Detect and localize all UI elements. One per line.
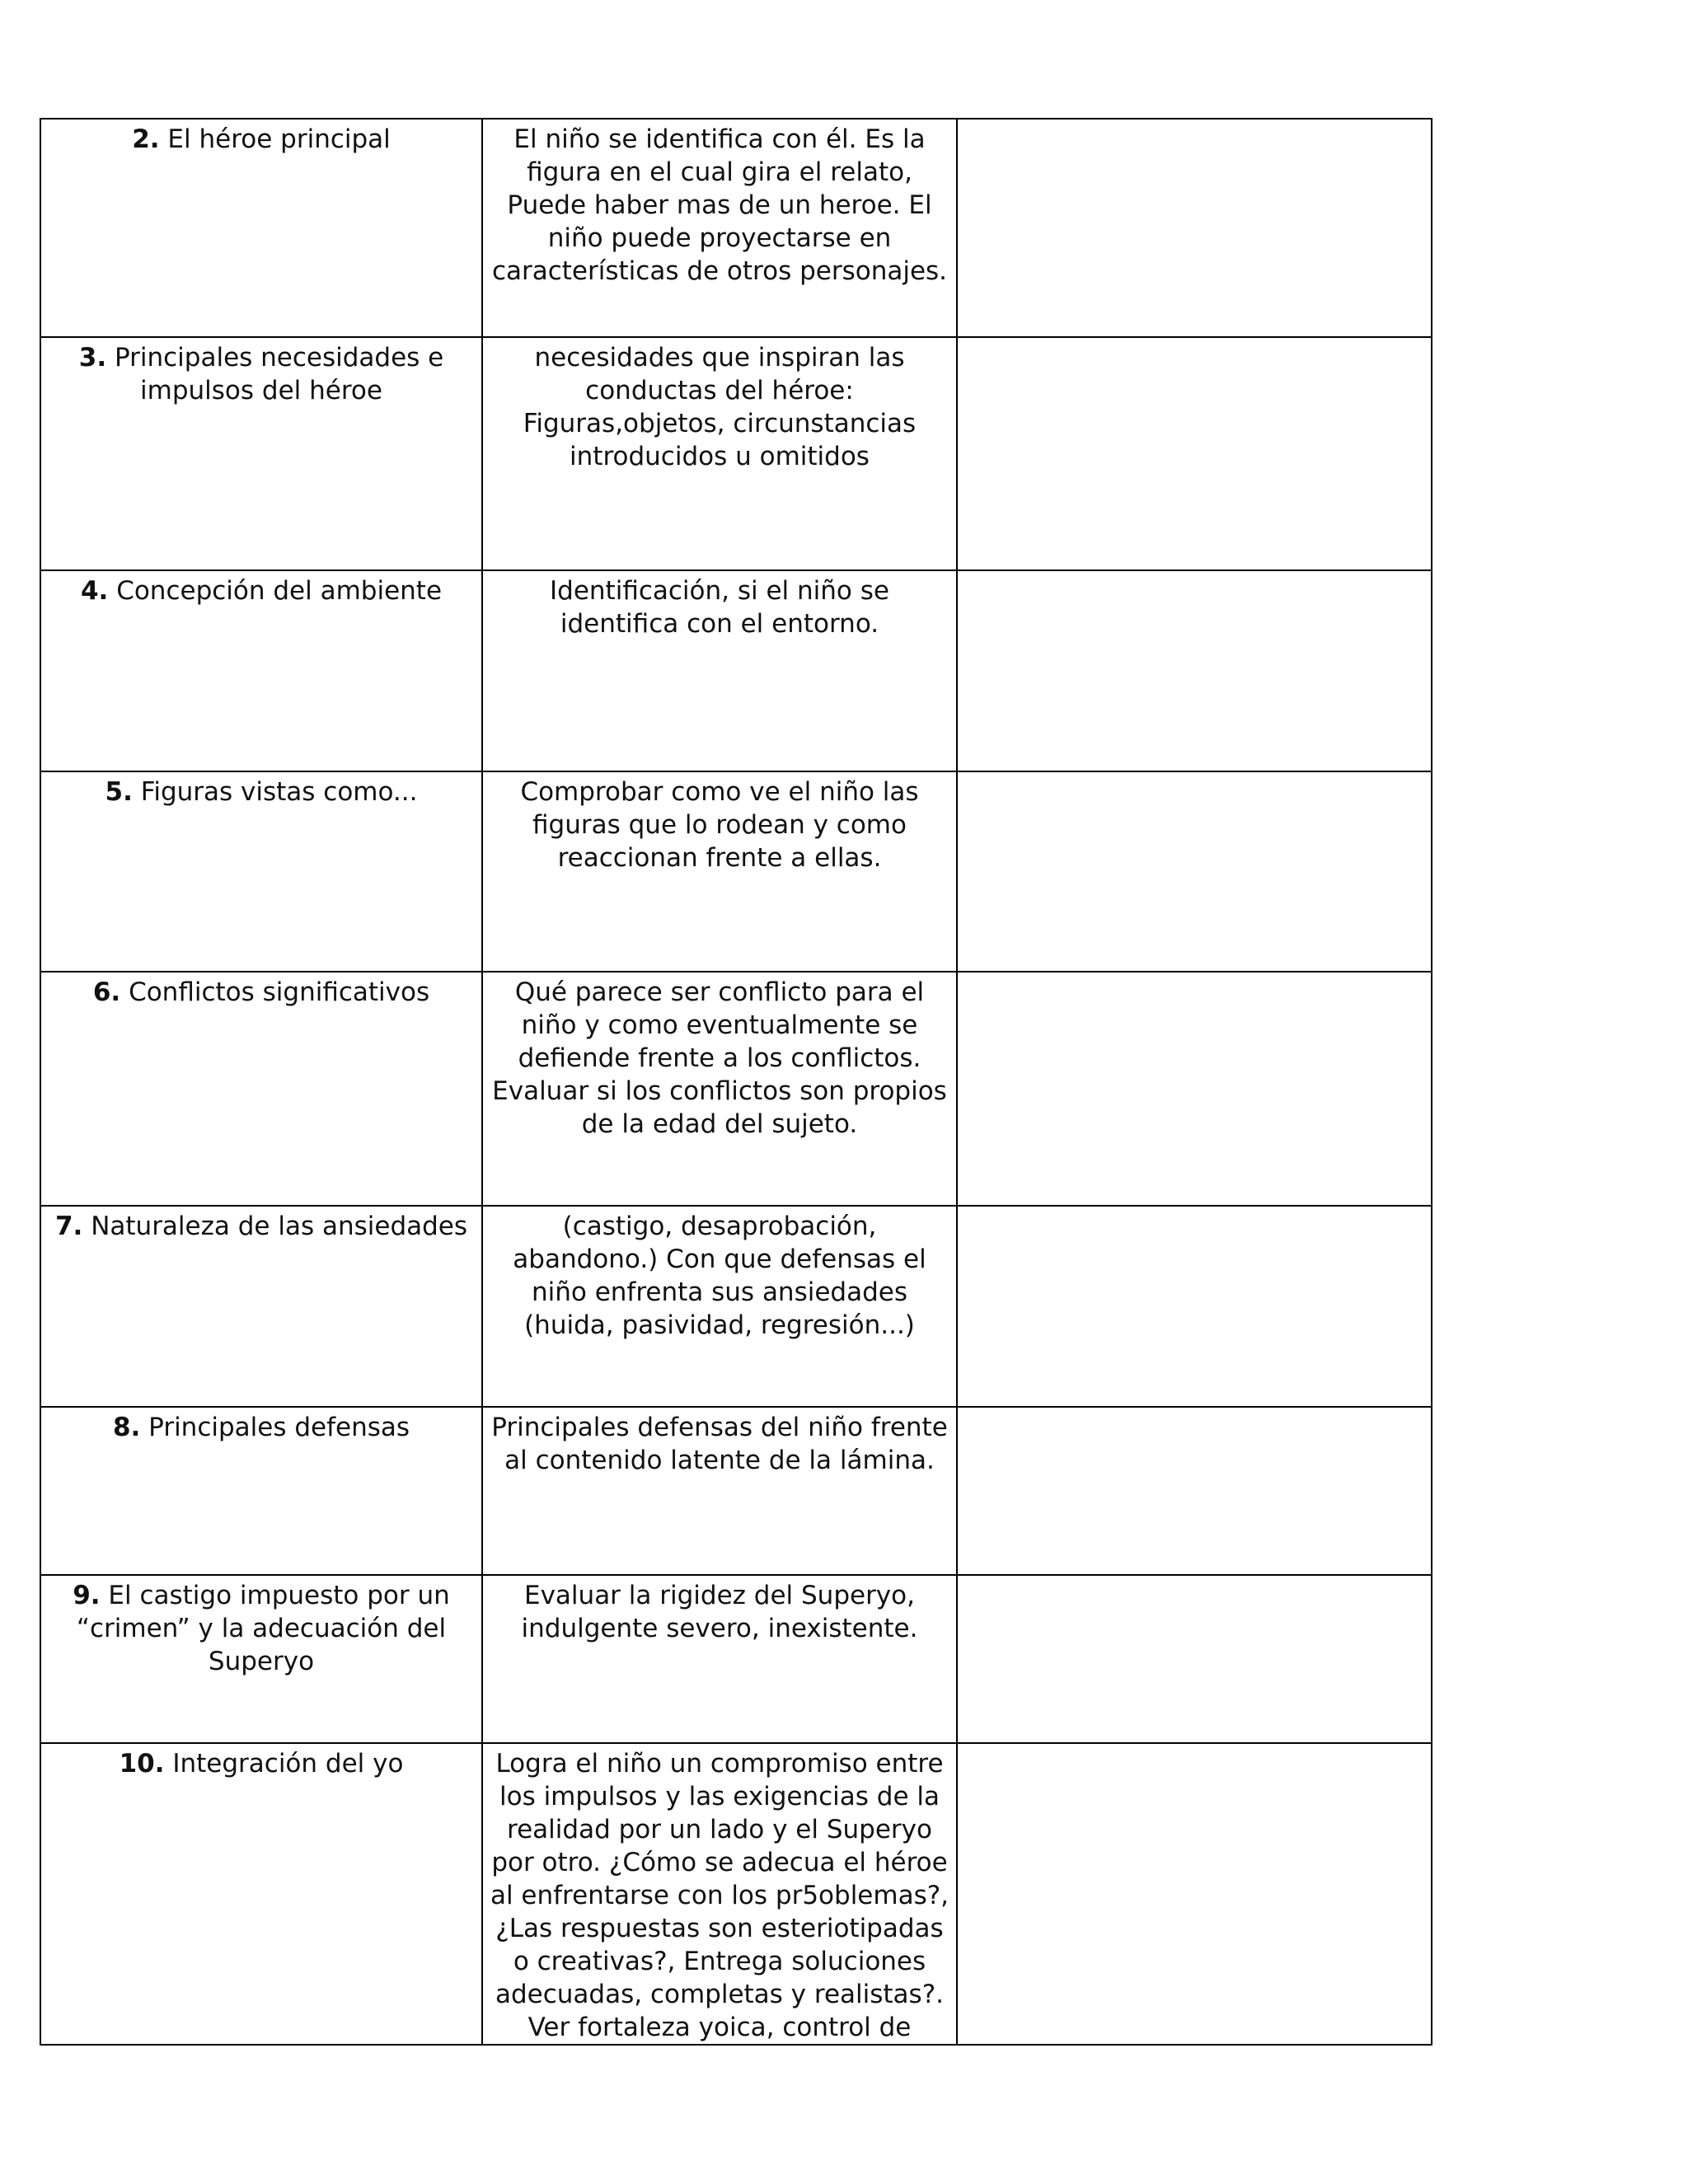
description-cell: Comprobar como ve el niño las figuras que lo rodean y como reaccionan frente a ellas. — [482, 771, 957, 972]
criterion-number: 3. — [78, 343, 107, 373]
description-cell: (castigo, desaprobación, abandono.) Con que defensas el niño enfrenta sus ansiedades (huida, pasividad, regresión...) — [482, 1206, 957, 1407]
criterion-cell — [40, 570, 482, 771]
criterion-label: Figuras vistas como... — [140, 777, 418, 807]
table-row — [40, 972, 1432, 1206]
table-row — [40, 119, 1432, 337]
criterion-label: Principales defensas — [148, 1413, 410, 1442]
description-cell: Principales defensas del niño frente al contenido latente de la lámina. — [482, 1407, 957, 1575]
criterion-number: 8. — [112, 1413, 141, 1442]
notes-cell[interactable] — [957, 972, 1432, 1206]
notes-cell[interactable] — [957, 1575, 1432, 1743]
criterion-cell — [40, 1743, 482, 2045]
criterion-label: El castigo impuesto por un “crimen” y la adecuación del Superyo — [76, 1581, 450, 1676]
criterion-number: 10. — [119, 1749, 165, 1779]
criterion-label: Principales necesidades e impulsos del héroe — [114, 343, 444, 405]
criterion-label: Conflictos significativos — [129, 977, 430, 1007]
description-cell: Evaluar la rigidez del Superyo, indulgente severo, inexistente. — [482, 1575, 957, 1743]
notes-cell[interactable] — [957, 771, 1432, 972]
table-row — [40, 1575, 1432, 1743]
criterion-label: Concepción del ambiente — [116, 576, 443, 606]
evaluation-table — [40, 118, 1432, 2046]
table-row — [40, 570, 1432, 771]
criterion-cell — [40, 119, 482, 337]
criterion-cell — [40, 972, 482, 1206]
criterion-label: Integración del yo — [172, 1749, 404, 1779]
description-cell: Logra el niño un compromiso entre los impulsos y las exigencias de la realidad por un lado y el Superyo por otro. ¿Cómo se adecua el héroe al enfrentarse con los pr5oblemas?, ¿Las respuestas son esteriotipadas o creativas?, Entrega soluciones adecuadas, completas y realistas?. Ver fortaleza yoica, control de — [482, 1743, 957, 2045]
notes-cell[interactable] — [957, 337, 1432, 570]
criterion-number: 6. — [92, 977, 121, 1007]
criterion-cell — [40, 1206, 482, 1407]
description-cell: necesidades que inspiran las conductas del héroe: Figuras,objetos, circunstancias introducidos u omitidos — [482, 337, 957, 570]
criterion-cell — [40, 1407, 482, 1575]
notes-cell[interactable] — [957, 570, 1432, 771]
table-row — [40, 337, 1432, 570]
notes-cell[interactable] — [957, 1743, 1432, 2045]
table-row — [40, 1407, 1432, 1575]
criterion-label: Naturaleza de las ansiedades — [91, 1212, 468, 1241]
table-row — [40, 1743, 1432, 2045]
description-cell: El niño se identifica con él. Es la figura en el cual gira el relato, Puede haber mas de un heroe. El niño puede proyectarse en características de otros personajes. — [482, 119, 957, 337]
criterion-label: El héroe principal — [167, 124, 391, 154]
table-row — [40, 1206, 1432, 1407]
criterion-cell — [40, 771, 482, 972]
notes-cell[interactable] — [957, 119, 1432, 337]
criterion-number: 9. — [73, 1581, 101, 1610]
criterion-number: 4. — [80, 576, 109, 606]
criterion-number: 5. — [105, 777, 133, 807]
description-cell: Identificación, si el niño se identifica con el entorno. — [482, 570, 957, 771]
criterion-number: 2. — [132, 124, 160, 154]
criterion-cell — [40, 1575, 482, 1743]
table-row — [40, 771, 1432, 972]
notes-cell[interactable] — [957, 1206, 1432, 1407]
notes-cell[interactable] — [957, 1407, 1432, 1575]
criterion-number: 7. — [54, 1212, 83, 1241]
criterion-cell — [40, 337, 482, 570]
description-cell: Qué parece ser conflicto para el niño y como eventualmente se defiende frente a los conflictos. Evaluar si los conflictos son propios de la edad del sujeto. — [482, 972, 957, 1206]
